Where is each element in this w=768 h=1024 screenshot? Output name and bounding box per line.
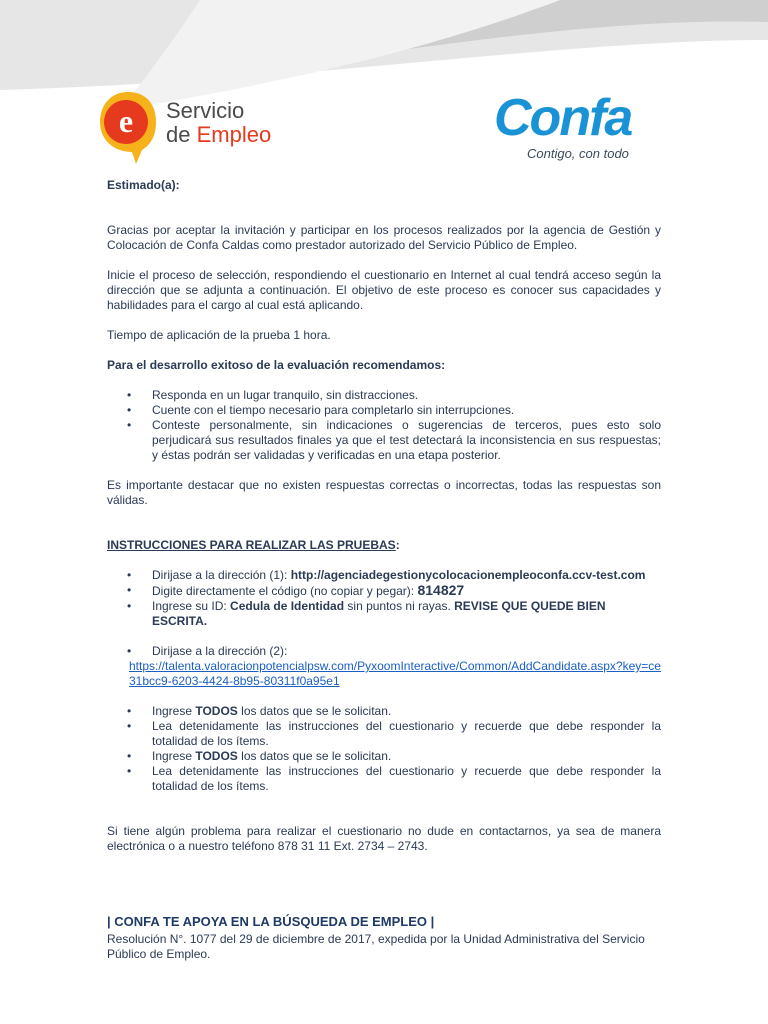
list-item: • Responda en un lugar tranquilo, sin distracciones.	[107, 388, 661, 403]
list-item: • Conteste personalmente, sin indicaciones o sugerencias de terceros, pues esto solo perjudicará sus resultados finales ya que el test detectará la inconsistencia en sus respuestas; y éstas podrán ser validadas y verificadas en una etapa posterior.	[107, 418, 661, 463]
servicio-empleo-logo	[96, 88, 286, 168]
paragraph-answers: Es importante destacar que no existen respuestas correctas o incorrectas, todas las respuestas son válidas.	[107, 478, 661, 507]
servicio-empleo-mark-icon	[96, 88, 160, 166]
paragraph-contact: Si tiene algún problema para realizar el cuestionario no dude en contactarnos, ya sea de manera electrónica o a nuestro teléfono 878 31 11 Ext. 2734 – 2743.	[107, 824, 661, 853]
list-item: • Dirijase a la dirección (2):	[107, 644, 661, 659]
paragraph-process: Inicie el proceso de selección, respondiendo el cuestionario en Internet al cual tendrá acceso según la dirección que se adjunta a continuación. El objetivo de este proceso es conocer sus capacidades y habilidades para el cargo al cual está aplicando.	[107, 268, 661, 312]
footer-title: | CONFA TE APOYA EN LA BÚSQUEDA DE EMPLEO |	[107, 914, 435, 929]
logo-servicio-text: Servicio	[166, 98, 245, 123]
letter-body	[107, 178, 661, 962]
test-url-1[interactable]: http://agenciadegestionycolocacionempleoconfa.ccv-test.com	[290, 568, 646, 582]
recommendations-list	[107, 388, 661, 463]
list-item: • Digite directamente el código (no copiar y pegar): 814827	[107, 583, 661, 599]
test-url-2-link[interactable]: https://talenta.valoracionpotencialpsw.com/PyxoomInteractive/Common/AddCandidate.aspx?key=ce31bcc9-6203-4424-8b95-80311f0a95e1	[129, 659, 661, 688]
logo-empleo-text: de Empleo	[166, 122, 272, 147]
svg-text:e: e	[118, 103, 134, 139]
confa-wordmark: Confa	[494, 89, 632, 147]
list-item: • Lea detenidamente las instrucciones del cuestionario y recuerde que debe responder la totalidad de los ítems.	[107, 719, 661, 749]
confa-tagline: Contigo, con todo	[527, 146, 629, 161]
list-item: • Lea detenidamente las instrucciones del cuestionario y recuerde que debe responder la totalidad de los ítems.	[107, 764, 661, 794]
list-item: • Ingrese su ID: Cedula de Identidad sin puntos ni rayas. REVISE QUE QUEDE BIEN ESCRITA.	[107, 599, 661, 629]
paragraph-time: Tiempo de aplicación de la prueba 1 hora.	[107, 328, 331, 342]
list-item: • Dirijase a la dirección (1): http://agenciadegestionycolocacionempleoconfa.ccv-test.com	[107, 568, 661, 583]
instructions-list-2	[107, 644, 661, 659]
paragraph-intro: Gracias por aceptar la invitación y participar en los procesos realizados por la agencia de Gestión y Colocación de Confa Caldas como prestador autorizado del Servicio Público de Empleo.	[107, 223, 661, 252]
instructions-title: INSTRUCCIONES PARA REALIZAR LAS PRUEBAS:	[107, 538, 400, 552]
recommendations-title: Para el desarrollo exitoso de la evaluación recomendamos:	[107, 358, 446, 372]
instructions-list-3	[107, 704, 661, 794]
list-item: • Ingrese TODOS los datos que se le solicitan.	[107, 704, 661, 719]
list-item: • Cuente con el tiempo necesario para completarlo sin interrupciones.	[107, 403, 661, 418]
greeting: Estimado(a):	[107, 178, 180, 192]
confa-logo	[494, 88, 654, 168]
footer-resolution: Resolución N°. 1077 del 29 de diciembre de 2017, expedida por la Unidad Administrativa del Servicio Público de Empleo.	[107, 932, 645, 961]
list-item: • Ingrese TODOS los datos que se le solicitan.	[107, 749, 661, 764]
access-code: 814827	[417, 582, 465, 598]
instructions-list-1	[107, 568, 661, 629]
